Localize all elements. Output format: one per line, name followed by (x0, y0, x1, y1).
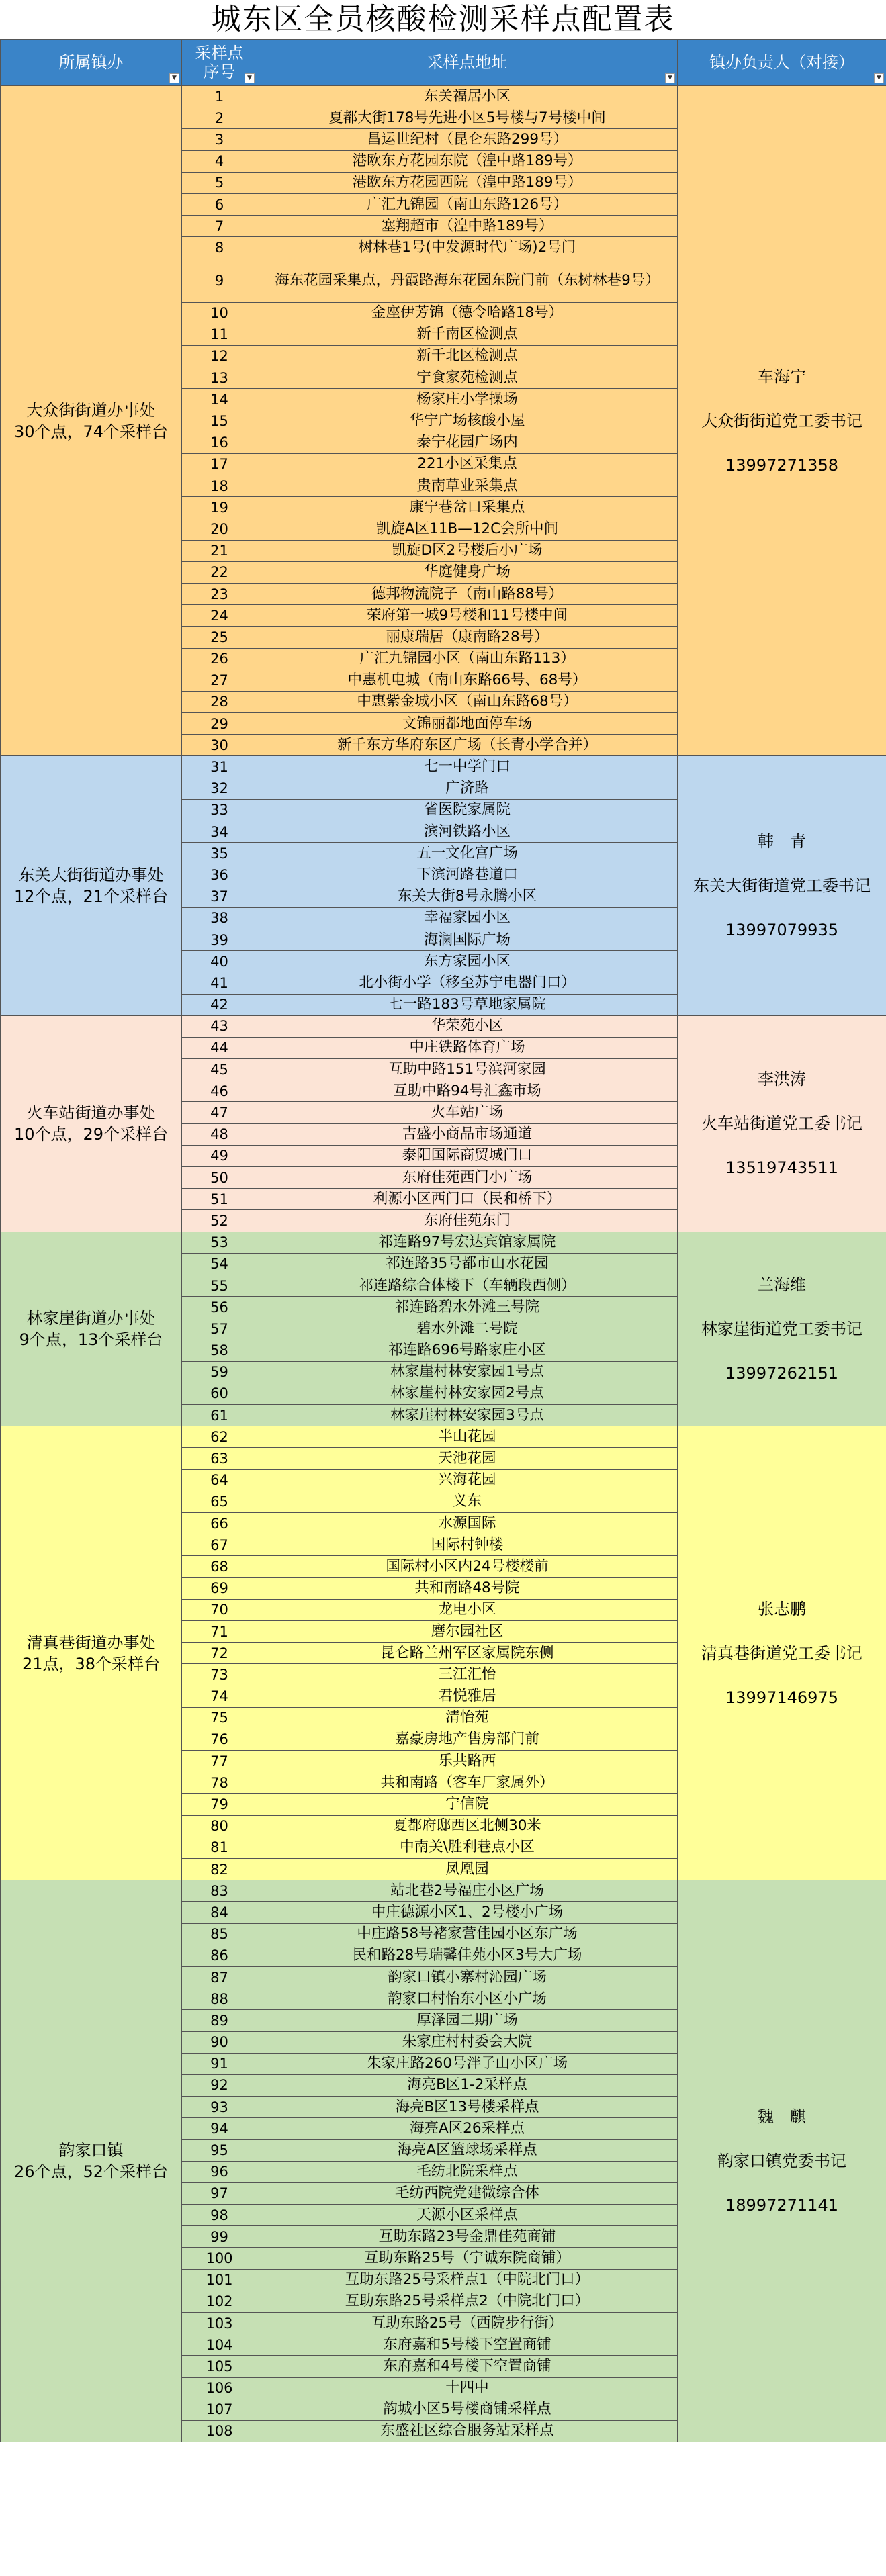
head-name: 车海宁 (758, 367, 806, 386)
town-count: 12个点，21个采样台 (13, 887, 169, 907)
site-number: 91 (182, 2053, 257, 2074)
site-number: 71 (182, 1620, 257, 1642)
site-address: 兴海花园 (257, 1469, 678, 1491)
site-number: 64 (182, 1469, 257, 1491)
site-address: 荣府第一城9号楼和11号楼中间 (257, 605, 678, 627)
town-name: 东关大街街道办事处 (18, 866, 164, 885)
site-number: 106 (182, 2377, 257, 2399)
site-address: 新千南区检测点 (257, 324, 678, 345)
site-number: 99 (182, 2226, 257, 2248)
site-number: 33 (182, 799, 257, 821)
site-number: 84 (182, 1902, 257, 1923)
filter-dropdown-icon[interactable]: ▼ (874, 73, 884, 83)
town-cell (1, 1880, 182, 2442)
site-address: 康宁巷岔口采集点 (257, 497, 678, 518)
site-number: 5 (182, 172, 257, 193)
site-address: 利源小区西门口（民和桥下） (257, 1189, 678, 1210)
table-row (1, 1880, 886, 1902)
site-number: 8 (182, 237, 257, 259)
site-address: 海东花园采集点，丹霞路海东花园东院门前（东树林巷9号） (257, 259, 678, 302)
head-name: 张志鹏 (758, 1599, 806, 1618)
site-number: 51 (182, 1189, 257, 1210)
head-contact-cell (678, 1015, 886, 1232)
head-name: 李洪涛 (758, 1070, 806, 1089)
site-number: 73 (182, 1664, 257, 1686)
site-address: 林家崖村林安家园3号点 (257, 1405, 678, 1426)
site-address: 杨家庄小学操场 (257, 389, 678, 410)
site-address: 凯旋D区2号楼后小广场 (257, 540, 678, 561)
head-name: 魏 麒 (758, 2107, 806, 2127)
site-number: 26 (182, 648, 257, 670)
site-number: 55 (182, 1275, 257, 1296)
header-town (1, 40, 182, 86)
site-address: 港欧东方花园东院（湟中路189号） (257, 150, 678, 172)
site-address: 东盛社区综合服务站采样点 (257, 2420, 678, 2442)
head-contact-cell (678, 1232, 886, 1426)
site-number: 67 (182, 1534, 257, 1556)
head-name: 韩 青 (758, 832, 806, 852)
site-address: 广汇九锦园小区（南山东路113） (257, 648, 678, 670)
site-address: 东关福居小区 (257, 86, 678, 107)
head-title: 东关大街街道党工委书记 (693, 876, 871, 896)
site-number: 108 (182, 2420, 257, 2442)
site-address: 毛纺北院采样点 (257, 2161, 678, 2182)
site-number: 80 (182, 1815, 257, 1837)
site-number: 72 (182, 1643, 257, 1664)
site-number: 34 (182, 821, 257, 843)
site-number: 9 (182, 259, 257, 302)
site-address: 韵城小区5号楼商铺采样点 (257, 2399, 678, 2420)
head-phone: 13997262151 (725, 1363, 838, 1383)
site-address: 东府佳苑西门小广场 (257, 1167, 678, 1189)
site-address: 树林巷1号(中发源时代广场)2号门 (257, 237, 678, 259)
site-number: 38 (182, 907, 257, 929)
site-number: 82 (182, 1859, 257, 1880)
head-phone: 13997146975 (725, 1688, 838, 1707)
site-number: 24 (182, 605, 257, 627)
site-address: 祁连路696号路家庄小区 (257, 1340, 678, 1361)
site-address: 互助东路25号采样点2（中院北门口） (257, 2291, 678, 2312)
town-cell (1, 1232, 182, 1426)
site-address: 海亮A区篮球场采样点 (257, 2140, 678, 2161)
head-phone: 13997079935 (725, 921, 838, 940)
site-number: 63 (182, 1448, 257, 1469)
town-name: 火车站街道办事处 (26, 1103, 156, 1123)
town-count: 26个点，52个采样台 (13, 2162, 169, 2182)
head-name: 兰海维 (758, 1275, 806, 1294)
site-number: 66 (182, 1513, 257, 1534)
sampling-site-table (0, 39, 886, 2442)
site-address: 泰宁花园广场内 (257, 432, 678, 453)
site-number: 19 (182, 497, 257, 518)
site-address: 宁信院 (257, 1794, 678, 1815)
site-number: 13 (182, 367, 257, 389)
site-address: 中惠机电城（南山东路66号、68号） (257, 670, 678, 691)
site-address: 夏都大街178号先进小区5号楼与7号楼中间 (257, 107, 678, 129)
site-number: 39 (182, 929, 257, 950)
head-title: 韵家口镇党委书记 (717, 2152, 846, 2171)
site-address: 贵南草业采集点 (257, 475, 678, 497)
site-address: 义东 (257, 1491, 678, 1512)
town-name: 清真巷街道办事处 (26, 1632, 156, 1652)
site-address: 新千东方华府东区广场（长青小学合并） (257, 735, 678, 756)
site-number: 29 (182, 713, 257, 735)
site-address: 省医院家属院 (257, 799, 678, 821)
header-address (257, 40, 678, 86)
site-number: 43 (182, 1015, 257, 1037)
site-number: 11 (182, 324, 257, 345)
site-address: 半山花园 (257, 1426, 678, 1448)
site-number: 42 (182, 994, 257, 1015)
site-address: 祁连路35号都市山水花园 (257, 1253, 678, 1275)
site-number: 15 (182, 410, 257, 432)
site-number: 93 (182, 2097, 257, 2118)
site-address: 林家崖村林安家园2号点 (257, 1383, 678, 1404)
site-number: 69 (182, 1577, 257, 1599)
site-address: 泰阳国际商贸城门口 (257, 1145, 678, 1166)
site-number: 87 (182, 1966, 257, 1988)
site-address: 水源国际 (257, 1513, 678, 1534)
site-address: 下滨河路巷道口 (257, 864, 678, 886)
town-cell (1, 86, 182, 756)
site-number: 96 (182, 2161, 257, 2182)
site-address: 七一路183号草地家属院 (257, 994, 678, 1015)
site-number: 44 (182, 1037, 257, 1058)
site-address: 韵家口村怡东小区小广场 (257, 1988, 678, 2010)
site-number: 78 (182, 1772, 257, 1794)
site-number: 53 (182, 1232, 257, 1253)
site-number: 4 (182, 150, 257, 172)
site-number: 92 (182, 2074, 257, 2096)
site-number: 17 (182, 453, 257, 475)
site-address: 221小区采集点 (257, 453, 678, 475)
header-seq (182, 40, 257, 86)
site-number: 98 (182, 2205, 257, 2226)
site-address: 东府嘉和5号楼下空置商铺 (257, 2334, 678, 2356)
site-number: 95 (182, 2140, 257, 2161)
site-address: 广汇九锦园（南山东路126号） (257, 193, 678, 215)
site-number: 12 (182, 345, 257, 367)
site-number: 58 (182, 1340, 257, 1361)
site-number: 102 (182, 2291, 257, 2312)
site-number: 105 (182, 2356, 257, 2377)
town-count: 9个点，13个采样台 (19, 1330, 163, 1349)
site-address: 三江汇怡 (257, 1664, 678, 1686)
site-address: 滨河铁路小区 (257, 821, 678, 843)
table-header-row (1, 40, 886, 86)
table-row (1, 1426, 886, 1448)
site-number: 56 (182, 1297, 257, 1318)
site-address: 港欧东方花园西院（湟中路189号） (257, 172, 678, 193)
site-address: 天池花园 (257, 1448, 678, 1469)
site-number: 100 (182, 2248, 257, 2269)
site-address: 中庄铁路体育广场 (257, 1037, 678, 1058)
site-number: 79 (182, 1794, 257, 1815)
site-number: 90 (182, 2031, 257, 2053)
filter-dropdown-icon[interactable]: ▼ (665, 73, 675, 83)
site-address: 互助东路25号（西院步行街） (257, 2312, 678, 2334)
site-address: 昆仑路兰州军区家属院东侧 (257, 1643, 678, 1664)
site-address: 海亮B区1-2采样点 (257, 2074, 678, 2096)
site-address: 幸福家园小区 (257, 907, 678, 929)
site-address: 华荣苑小区 (257, 1015, 678, 1037)
site-number: 36 (182, 864, 257, 886)
site-number: 25 (182, 627, 257, 648)
table-row (1, 1015, 886, 1037)
site-address: 中惠紫金城小区（南山东路68号） (257, 691, 678, 712)
site-address: 华宁广场核酸小屋 (257, 410, 678, 432)
site-number: 41 (182, 972, 257, 994)
site-address: 东府嘉和4号楼下空置商铺 (257, 2356, 678, 2377)
site-number: 7 (182, 216, 257, 237)
site-address: 东府佳苑东门 (257, 1210, 678, 1232)
site-address: 塞翔超市（湟中路189号） (257, 216, 678, 237)
site-number: 89 (182, 2010, 257, 2031)
header-seq-label: 采样点序号 (195, 44, 244, 81)
site-address: 嘉豪房地产售房部门前 (257, 1729, 678, 1750)
site-number: 40 (182, 951, 257, 972)
site-address: 北小街小学（移至苏宁电器门口） (257, 972, 678, 994)
site-address: 互助中路94号汇鑫市场 (257, 1080, 678, 1102)
town-count: 10个点，29个采样台 (13, 1125, 169, 1144)
site-address: 祁连路97号宏达宾馆家属院 (257, 1232, 678, 1253)
site-number: 81 (182, 1837, 257, 1858)
site-address: 凯旋A区11B—12C会所中间 (257, 518, 678, 540)
town-count: 21点，38个采样台 (21, 1654, 161, 1673)
site-number: 16 (182, 432, 257, 453)
site-address: 海亮A区26采样点 (257, 2118, 678, 2140)
site-address: 国际村钟楼 (257, 1534, 678, 1556)
site-number: 75 (182, 1707, 257, 1729)
site-address: 民和路28号瑞馨佳苑小区3号大广场 (257, 1945, 678, 1966)
site-address: 昌运世纪村（昆仑东路299号） (257, 129, 678, 150)
town-cell (1, 1015, 182, 1232)
site-address: 韵家口镇小寨村沁园广场 (257, 1966, 678, 1988)
site-number: 45 (182, 1059, 257, 1080)
header-head (678, 40, 886, 86)
site-number: 61 (182, 1405, 257, 1426)
table-row (1, 1232, 886, 1253)
table-body (1, 86, 886, 2442)
site-number: 103 (182, 2312, 257, 2334)
site-number: 1 (182, 86, 257, 107)
head-contact-cell (678, 1426, 886, 1880)
site-address: 共和南路（客车厂家属外） (257, 1772, 678, 1794)
site-number: 77 (182, 1751, 257, 1772)
site-address: 海亮B区13号楼采样点 (257, 2097, 678, 2118)
site-number: 74 (182, 1686, 257, 1707)
site-address: 毛纺西院党建微综合体 (257, 2182, 678, 2204)
site-number: 2 (182, 107, 257, 129)
site-number: 46 (182, 1080, 257, 1102)
site-number: 48 (182, 1123, 257, 1145)
site-address: 吉盛小商品市场通道 (257, 1123, 678, 1145)
filter-dropdown-icon[interactable]: ▼ (245, 73, 255, 83)
site-number: 37 (182, 886, 257, 907)
header-head-label: 镇办负责人（对接） (709, 53, 854, 72)
site-number: 54 (182, 1253, 257, 1275)
site-address: 中南关\胜利巷点小区 (257, 1837, 678, 1858)
head-contact-cell (678, 756, 886, 1015)
site-address: 碧水外滩二号院 (257, 1318, 678, 1340)
site-address: 火车站广场 (257, 1102, 678, 1123)
site-number: 3 (182, 129, 257, 150)
town-name: 林家崖街道办事处 (26, 1308, 156, 1328)
head-title: 大众街街道党工委书记 (701, 411, 862, 430)
town-cell (1, 1426, 182, 1880)
site-address: 磨尔园社区 (257, 1620, 678, 1642)
site-address: 站北巷2号福庄小区广场 (257, 1880, 678, 1902)
site-number: 14 (182, 389, 257, 410)
site-number: 10 (182, 302, 257, 324)
site-address: 中庄路58号褚家营佳园小区东广场 (257, 1923, 678, 1945)
site-address: 乐共路西 (257, 1751, 678, 1772)
table-row (1, 86, 886, 107)
site-address: 华庭健身广场 (257, 561, 678, 583)
head-title: 清真巷街道党工委书记 (701, 1643, 862, 1663)
header-address-label: 采样点地址 (427, 53, 508, 72)
town-name: 韵家口镇 (58, 2141, 124, 2160)
head-contact-cell (678, 1880, 886, 2442)
site-address: 东关大街8号永腾小区 (257, 886, 678, 907)
site-address: 十四中 (257, 2377, 678, 2399)
site-address: 广济路 (257, 778, 678, 799)
site-address: 东方家园小区 (257, 951, 678, 972)
site-address: 海澜国际广场 (257, 929, 678, 950)
site-number: 57 (182, 1318, 257, 1340)
site-number: 35 (182, 843, 257, 864)
head-phone: 18997271141 (725, 2196, 838, 2215)
town-count: 30个点，74个采样台 (13, 422, 169, 441)
site-number: 18 (182, 475, 257, 497)
site-address: 朱家庄路260号泮子山小区广场 (257, 2053, 678, 2074)
site-number: 70 (182, 1599, 257, 1620)
site-number: 20 (182, 518, 257, 540)
site-number: 22 (182, 561, 257, 583)
head-phone: 13997271358 (725, 455, 838, 475)
site-number: 76 (182, 1729, 257, 1750)
site-address: 文锦丽都地面停车场 (257, 713, 678, 735)
town-name: 大众街街道办事处 (26, 400, 156, 420)
site-address: 新千北区检测点 (257, 345, 678, 367)
table-row (1, 756, 886, 778)
site-number: 32 (182, 778, 257, 799)
site-number: 28 (182, 691, 257, 712)
head-title: 林家崖街道党工委书记 (701, 1319, 862, 1338)
site-address: 厚泽园二期广场 (257, 2010, 678, 2031)
site-address: 宁食家苑检测点 (257, 367, 678, 389)
site-number: 50 (182, 1167, 257, 1189)
site-number: 59 (182, 1361, 257, 1383)
site-address: 互助中路151号滨河家园 (257, 1059, 678, 1080)
site-address: 中庄德源小区1、2号楼小广场 (257, 1902, 678, 1923)
site-number: 27 (182, 670, 257, 691)
site-address: 林家崖村林安家园1号点 (257, 1361, 678, 1383)
site-address: 龙电小区 (257, 1599, 678, 1620)
site-number: 21 (182, 540, 257, 561)
site-address: 互助东路25号（宁诚东院商铺） (257, 2248, 678, 2269)
site-address: 金座伊芳锦（德令哈路18号） (257, 302, 678, 324)
site-address: 国际村小区内24号楼楼前 (257, 1556, 678, 1577)
site-address: 五一文化宫广场 (257, 843, 678, 864)
site-address: 清怡苑 (257, 1707, 678, 1729)
site-number: 47 (182, 1102, 257, 1123)
site-number: 94 (182, 2118, 257, 2140)
site-number: 49 (182, 1145, 257, 1166)
site-address: 共和南路48号院 (257, 1577, 678, 1599)
site-address: 德邦物流院子（南山路88号） (257, 583, 678, 604)
site-number: 31 (182, 756, 257, 778)
site-number: 88 (182, 1988, 257, 2010)
site-address: 祁连路碧水外滩三号院 (257, 1297, 678, 1318)
site-number: 107 (182, 2399, 257, 2420)
head-title: 火车站街道党工委书记 (701, 1114, 862, 1134)
site-number: 6 (182, 193, 257, 215)
head-contact-cell (678, 86, 886, 756)
site-address: 夏都府邸西区北侧30米 (257, 1815, 678, 1837)
head-phone: 13519743511 (725, 1158, 838, 1178)
site-address: 朱家庄村村委会大院 (257, 2031, 678, 2053)
site-number: 65 (182, 1491, 257, 1512)
site-address: 丽康瑞居（康南路28号） (257, 627, 678, 648)
filter-dropdown-icon[interactable]: ▼ (169, 73, 179, 83)
site-number: 104 (182, 2334, 257, 2356)
town-cell (1, 756, 182, 1015)
header-town-label: 所属镇办 (58, 53, 124, 72)
page-title: 城东区全员核酸检测采样点配置表 (211, 2, 675, 36)
site-number: 30 (182, 735, 257, 756)
site-number: 86 (182, 1945, 257, 1966)
site-number: 85 (182, 1923, 257, 1945)
site-address: 七一中学门口 (257, 756, 678, 778)
site-number: 60 (182, 1383, 257, 1404)
site-number: 101 (182, 2269, 257, 2291)
site-address: 互助东路23号金鼎佳苑商铺 (257, 2226, 678, 2248)
site-address: 祁连路综合体楼下（车辆段西侧） (257, 1275, 678, 1296)
site-number: 97 (182, 2182, 257, 2204)
site-address: 凤凰园 (257, 1859, 678, 1880)
site-number: 52 (182, 1210, 257, 1232)
site-number: 83 (182, 1880, 257, 1902)
site-number: 62 (182, 1426, 257, 1448)
site-number: 68 (182, 1556, 257, 1577)
site-address: 互助东路25号采样点1（中院北门口） (257, 2269, 678, 2291)
site-number: 23 (182, 583, 257, 604)
site-address: 君悦雅居 (257, 1686, 678, 1707)
site-address: 天源小区采样点 (257, 2205, 678, 2226)
